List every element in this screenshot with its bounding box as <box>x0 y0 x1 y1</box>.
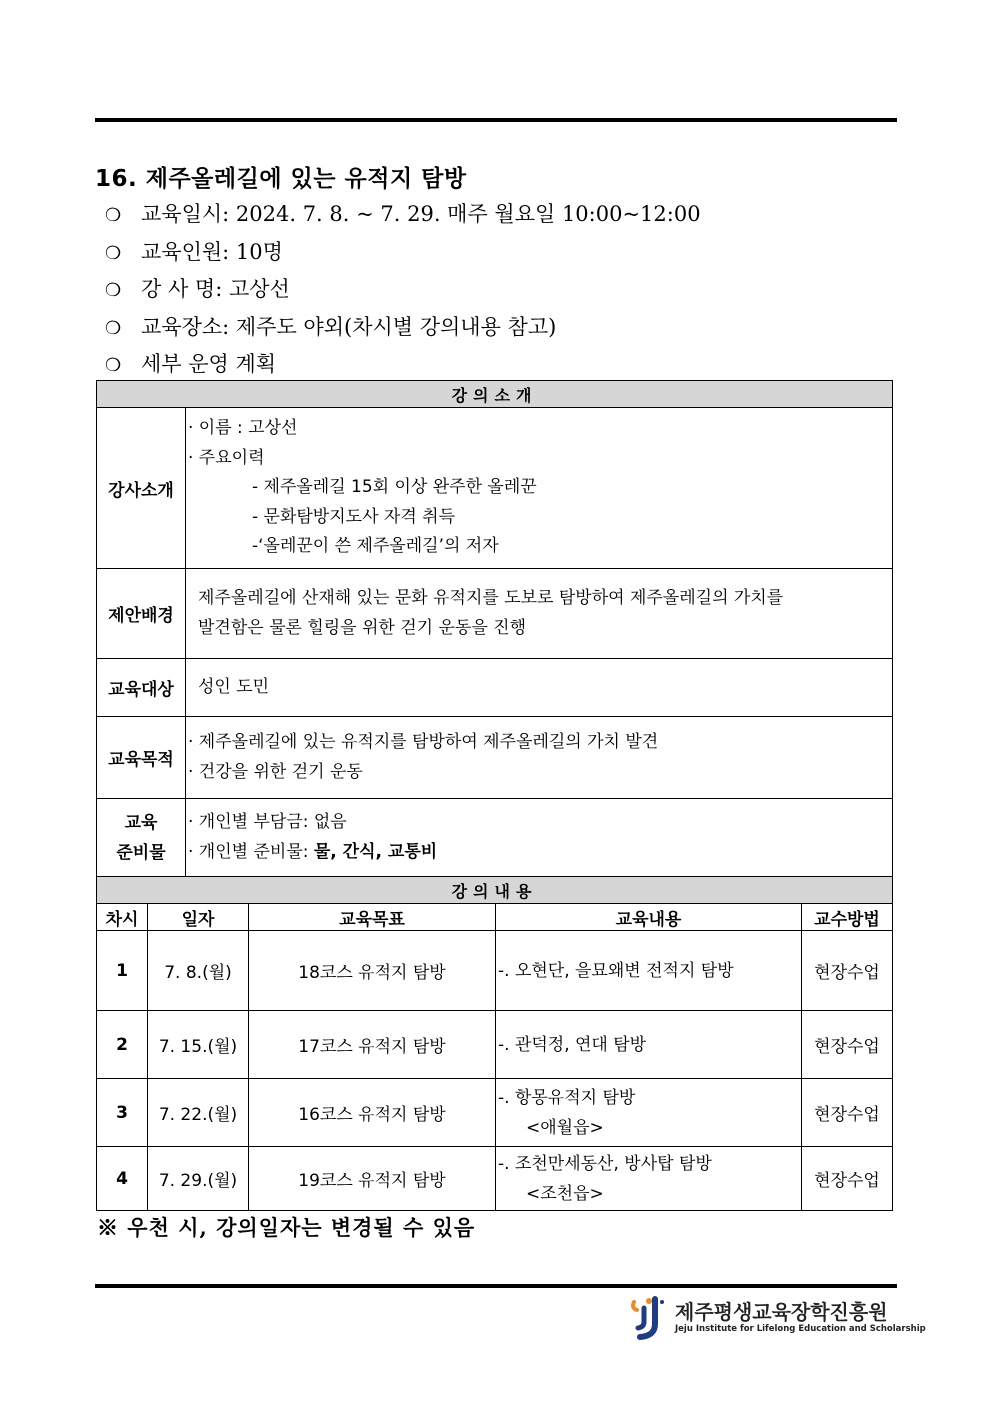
target-value: 성인 도민 <box>186 659 893 717</box>
goal-value: · 제주올레길에 있는 유적지를 탐방하여 제주올레길의 가치 발견 · 건강을 위한 걷기 운동 <box>186 717 893 799</box>
career-item: - 제주올레길 15회 이상 완주한 올레꾼 <box>252 477 537 498</box>
target-label: 교육대상 <box>97 659 186 717</box>
supplies-label: 교육 준비물 <box>97 799 186 877</box>
supplies-value: · 개인별 부담금: 없음 · 개인별 준비물: 물, 간식, 교통비 <box>186 799 893 877</box>
info-instructor: ❍ 강 사 명: 고상선 <box>105 273 701 311</box>
table-row: 4 7. 29.(월) 19코스 유적지 탐방 -. 조천만세동산, 방사탑 탐방 <조천읍> 현장수업 <box>97 1147 893 1211</box>
col-session: 차시 <box>97 904 148 931</box>
col-method: 교수방법 <box>802 904 893 931</box>
institute-logo <box>626 1296 926 1340</box>
institute-emblem-icon <box>626 1296 670 1340</box>
intro-section-header: 강의소개 <box>97 381 893 408</box>
table-row: 2 7. 15.(월) 17코스 유적지 탐방 -. 관덕정, 연대 탐방 현장수업 <box>97 1011 893 1079</box>
institute-english-name: Jeju Institute for Lifelong Education and Scholarship <box>675 1324 926 1334</box>
instructor-value: · 이름 : 고상선 · 주요이력 - 제주올레길 15회 이상 완주한 올레꾼 - 문화탐방지도사 자격 취득 -‘올레꾼이 쓴 제주올레길’의 저자 <box>186 408 893 569</box>
info-date: ❍ 교육일시: 2024. 7. 8. ~ 7. 29. 매주 월요일 10:00~12:00 <box>105 198 701 236</box>
instructor-label: 강사소개 <box>97 408 186 569</box>
col-goal: 교육목표 <box>249 904 496 931</box>
career-item: -‘올레꾼이 쓴 제주올레길’의 저자 <box>252 536 499 557</box>
institute-name: 제주평생교육장학진흥원 <box>675 1300 888 1324</box>
circle-bullet-icon: ❍ <box>105 242 122 264</box>
top-rule <box>95 118 897 122</box>
info-place: ❍ 교육장소: 제주도 야외(차시별 강의내용 참고) <box>105 311 701 349</box>
col-date: 일자 <box>148 904 249 931</box>
bottom-rule <box>95 1284 897 1288</box>
col-content: 교육내용 <box>496 904 802 931</box>
plan-table <box>96 380 893 1211</box>
circle-bullet-icon: ❍ <box>105 280 122 301</box>
table-row: 3 7. 22.(월) 16코스 유적지 탐방 -. 항몽유적지 탐방 <애월읍> 현장수업 <box>97 1079 893 1147</box>
schedule-header-row <box>97 904 893 931</box>
background-label: 제안배경 <box>97 569 186 659</box>
info-plan: ❍ 세부 운영 계획 <box>105 348 701 386</box>
schedule-section-header: 강의내용 <box>97 877 893 904</box>
rain-note: ※ 우천 시, 강의일자는 변경될 수 있음 <box>97 1215 476 1240</box>
circle-bullet-icon: ❍ <box>105 317 122 339</box>
circle-bullet-icon: ❍ <box>105 205 122 226</box>
page-title: 16. 제주올레길에 있는 유적지 탐방 <box>95 166 467 192</box>
info-count: ❍ 교육인원: 10명 <box>105 236 701 274</box>
info-list <box>105 198 701 386</box>
career-item: - 문화탐방지도사 자격 취득 <box>252 506 455 527</box>
background-value: 제주올레길에 산재해 있는 문화 유적지를 도보로 탐방하여 제주올레길의 가치를 발견함은 물론 힐링을 위한 걷기 운동을 진행 <box>186 569 893 659</box>
goal-label: 교육목적 <box>97 717 186 799</box>
circle-bullet-icon: ❍ <box>105 355 122 376</box>
table-row: 1 7. 8.(월) 18코스 유적지 탐방 -. 오현단, 을묘왜변 전적지 탐방 현장수업 <box>97 931 893 1011</box>
